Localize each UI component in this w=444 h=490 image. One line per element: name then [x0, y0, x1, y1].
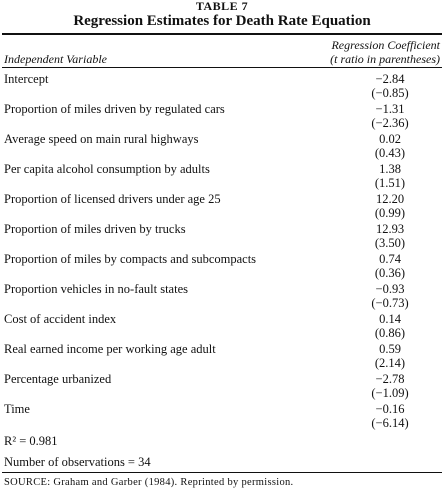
header-rule [2, 67, 442, 68]
table-title: Regression Estimates for Death Rate Equation [73, 13, 371, 29]
table-row [0, 370, 444, 400]
table-row [0, 160, 444, 190]
variable-name: Proportion of miles by compacts and subcompacts [4, 252, 257, 266]
coefficient-value: 0.02 [379, 132, 401, 146]
column-header-line-1: Regression Coefficient [331, 38, 440, 52]
variable-name: Cost of accident index [4, 312, 117, 326]
coefficient-value: −0.93 [375, 282, 405, 296]
column-header-regression-coefficient [240, 38, 440, 66]
coefficient-value: 0.74 [379, 252, 401, 266]
table-row [0, 100, 444, 130]
variable-name: Proportion of miles driven by regulated cars [4, 102, 225, 116]
coefficient-value: −1.31 [375, 102, 405, 116]
coefficient-value: −2.78 [375, 372, 405, 386]
t-ratio-value: (0.36) [374, 266, 406, 280]
t-ratio-value: (−6.14) [371, 416, 409, 430]
coefficient-value: 12.93 [375, 222, 405, 236]
t-ratio-value: (−2.36) [371, 116, 409, 130]
table-row [0, 220, 444, 250]
column-header-independent-variable: Independent Variable [4, 52, 107, 66]
r-squared: R² = 0.981 [4, 434, 58, 448]
variable-name: Proportion of licensed drivers under age 25 [4, 192, 221, 206]
table-row [0, 190, 444, 220]
table-row [0, 70, 444, 100]
column-header-line-2: (t ratio in parentheses) [330, 52, 440, 66]
number-of-observations: Number of observations = 34 [4, 455, 151, 469]
variable-name: Time [4, 402, 30, 416]
table-row [0, 340, 444, 370]
variable-name: Average speed on main rural highways [4, 132, 199, 146]
top-rule [2, 33, 442, 35]
variable-name: Proportion vehicles in no-fault states [4, 282, 188, 296]
source-note: SOURCE: Graham and Garber (1984). Reprinted by permission. [4, 477, 294, 488]
t-ratio-value: (2.14) [374, 356, 406, 370]
t-ratio-value: (3.50) [374, 236, 406, 250]
t-ratio-value: (−1.09) [371, 386, 409, 400]
t-ratio-value: (−0.85) [371, 86, 409, 100]
coefficient-value: −0.16 [375, 402, 405, 416]
coefficient-value: 12.20 [375, 192, 405, 206]
t-ratio-value: (−0.73) [371, 296, 409, 310]
variable-name: Percentage urbanized [4, 372, 112, 386]
variable-name: Proportion of miles driven by trucks [4, 222, 186, 236]
coefficient-value: 0.14 [379, 312, 401, 326]
table-label: TABLE 7 [195, 0, 249, 13]
variable-name: Intercept [4, 72, 49, 86]
t-ratio-value: (0.43) [374, 146, 406, 160]
bottom-rule [2, 472, 442, 473]
table-row [0, 400, 444, 430]
coefficient-value: −2.84 [375, 72, 405, 86]
t-ratio-value: (0.86) [374, 326, 406, 340]
table-row [0, 250, 444, 280]
coefficient-value: 1.38 [379, 162, 401, 176]
variable-name: Real earned income per working age adult [4, 342, 216, 356]
coefficient-value: 0.59 [379, 342, 401, 356]
t-ratio-value: (0.99) [374, 206, 406, 220]
table-body [0, 70, 444, 430]
table-row [0, 130, 444, 160]
table-row [0, 310, 444, 340]
table-row [0, 280, 444, 310]
variable-name: Per capita alcohol consumption by adults [4, 162, 210, 176]
t-ratio-value: (1.51) [374, 176, 406, 190]
